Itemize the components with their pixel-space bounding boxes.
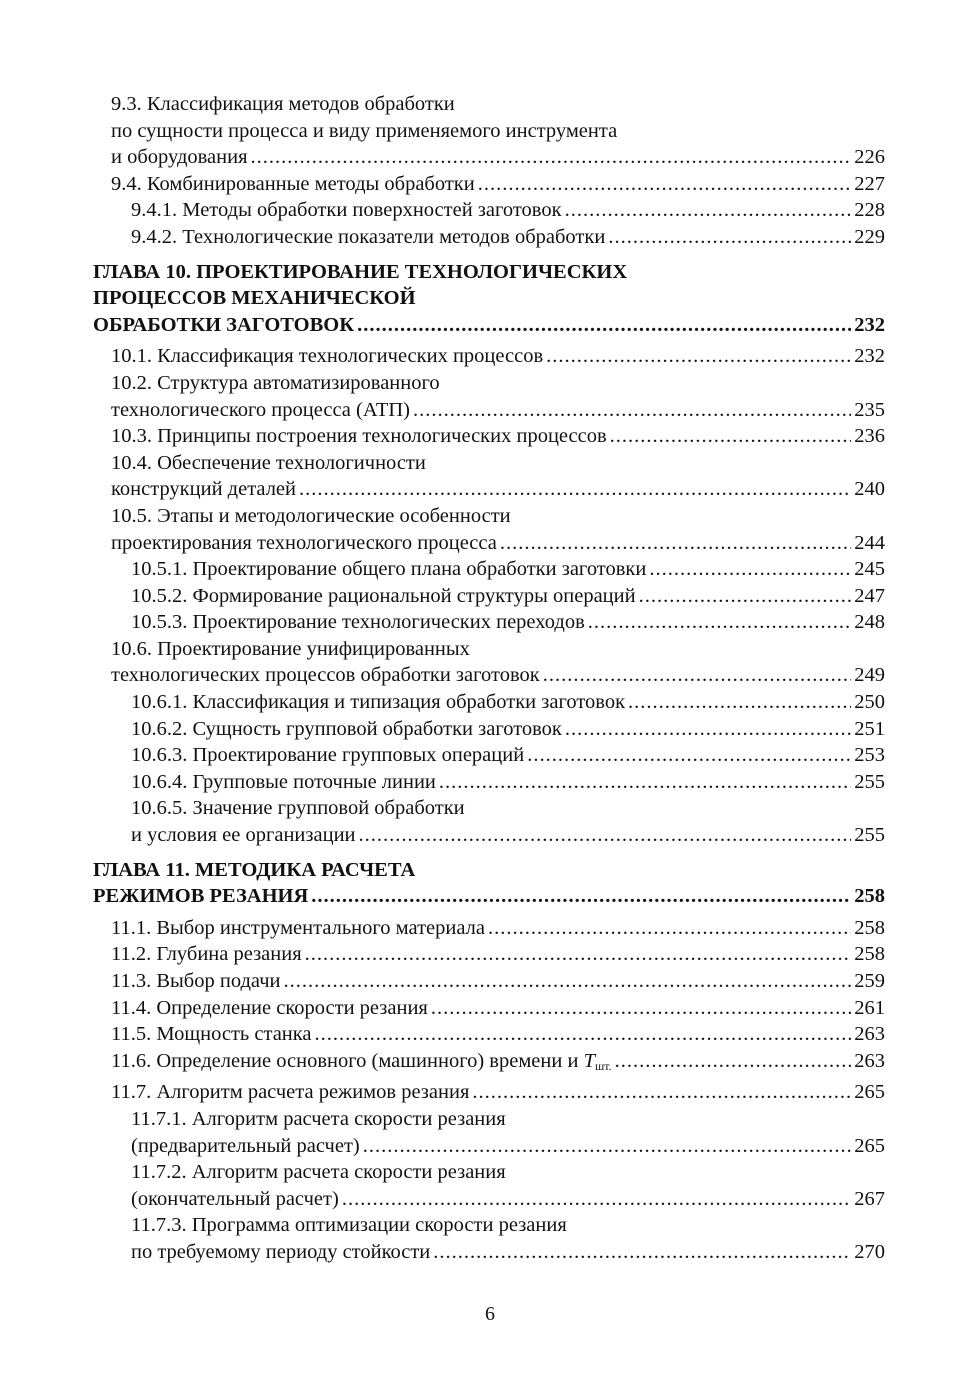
toc-entry-text: технологического процесса (АТП)	[111, 398, 411, 421]
dot-leader	[413, 397, 851, 424]
dot-leader	[357, 312, 851, 339]
page-ref: 263	[854, 1049, 885, 1072]
toc-entry-11-7-3	[93, 1212, 885, 1265]
page-ref: 267	[854, 1187, 885, 1210]
toc-entry-10-1	[93, 343, 885, 370]
toc-entry-10-6-2	[93, 716, 885, 743]
page-ref: 227	[854, 172, 885, 195]
dot-leader	[315, 1021, 852, 1048]
toc-entry-text: 10.6.4. Групповые поточные линии	[131, 770, 436, 793]
page-ref: 265	[854, 1134, 885, 1157]
page-ref: 236	[854, 425, 885, 448]
page-ref: 232	[854, 313, 885, 336]
toc-entry-11-5	[93, 1021, 885, 1048]
toc-entry-text: 9.4.2. Технологические показатели методов обработки	[131, 225, 606, 248]
page-ref: 250	[854, 691, 885, 714]
dot-leader	[433, 1239, 851, 1266]
page-ref: 232	[854, 345, 885, 368]
toc-entry-text: 10.5.2. Формирование рациональной структуры операций	[131, 584, 636, 607]
toc-entry-10-5-1	[93, 556, 885, 583]
toc-entry-11-3	[93, 968, 885, 995]
dot-leader	[251, 144, 852, 171]
toc-entry-text: по сущности процесса и виду применяемого инструмента	[111, 119, 618, 142]
toc-entry-10-6-5	[93, 795, 885, 848]
toc-entry-9-4	[93, 171, 885, 198]
page-ref: 248	[854, 611, 885, 634]
toc-entry-text: (предварительный расчет)	[131, 1134, 360, 1157]
chapter-title: ГЛАВА 10. ПРОЕКТИРОВАНИЕ ТЕХНОЛОГИЧЕСКИХ	[93, 260, 628, 283]
toc-entry-text: 10.5. Этапы и методологические особенности	[111, 504, 511, 527]
dot-leader	[305, 941, 852, 968]
toc-entry-10-5-3	[93, 609, 885, 636]
toc-entry-text: 11.2. Глубина резания	[111, 943, 302, 966]
toc-entry-11-2	[93, 941, 885, 968]
toc-entry-text: по требуемому периоду стойкости	[131, 1240, 431, 1263]
toc-entry-text: технологических процессов обработки заготовок	[111, 664, 540, 687]
dot-leader	[565, 716, 851, 743]
dot-leader	[610, 423, 852, 450]
dot-leader	[649, 556, 851, 583]
page-ref: 235	[854, 398, 885, 421]
page-ref: 251	[854, 717, 885, 740]
toc-chapter-10	[93, 259, 885, 339]
toc-entry-10-6-4	[93, 769, 885, 796]
toc-entry-9-4-2	[93, 224, 885, 251]
chapter-title: ГЛАВА 11. МЕТОДИКА РАСЧЕТА	[93, 858, 416, 881]
toc-entry-text: 10.4. Обеспечение технологичности	[111, 451, 426, 474]
dot-leader	[565, 197, 852, 224]
toc-entry-text: 11.7. Алгоритм расчета режимов резания	[111, 1081, 470, 1104]
page-ref: 258	[854, 943, 885, 966]
page-ref: 270	[854, 1240, 885, 1263]
toc-entry-11-7-2	[93, 1159, 885, 1212]
page-ref: 253	[854, 744, 885, 767]
page-ref: 228	[854, 199, 885, 222]
dot-leader	[488, 915, 851, 942]
toc-entry-text: конструкций деталей	[111, 478, 296, 501]
page-ref: 247	[854, 584, 885, 607]
page-ref: 244	[854, 531, 885, 554]
dot-leader	[439, 769, 851, 796]
chapter-title: РЕЖИМОВ РЕЗАНИЯ	[93, 885, 309, 908]
dot-leader	[546, 343, 851, 370]
page-ref: 255	[854, 824, 885, 847]
toc-entry-text: 11.7.2. Алгоритм расчета скорости резания	[131, 1161, 506, 1184]
toc-entry-text: 10.5.1. Проектирование общего плана обработки заготовки	[131, 558, 647, 581]
time-symbol: T	[583, 1049, 595, 1072]
toc-entry-text: 10.3. Принципы построения технологических процессов	[111, 425, 607, 448]
dot-leader	[527, 742, 851, 769]
toc-entry-text: и оборудования	[111, 146, 248, 169]
toc-entry-10-5	[93, 503, 885, 556]
dot-leader	[342, 1186, 851, 1213]
dot-leader	[588, 609, 851, 636]
toc-entry-text: 10.5.3. Проектирование технологических переходов	[131, 611, 585, 634]
toc-entry-text: 9.4.1. Методы обработки поверхностей заготовок	[131, 199, 562, 222]
toc-entry-text: 11.3. Выбор подачи	[111, 970, 281, 992]
toc-entry-10-2	[93, 370, 885, 423]
dot-leader	[363, 1133, 852, 1160]
toc-entry-text: 10.6.1. Классификация и типизация обработки заготовок	[131, 691, 626, 714]
toc-entry-text: проектирования технологического процесса	[111, 531, 497, 554]
page-ref: 261	[854, 996, 885, 1019]
toc-entry-text: 10.1. Классификация технологических процессов	[111, 345, 544, 368]
dot-leader	[639, 583, 852, 610]
toc-entry-11-6	[93, 1048, 885, 1080]
toc-entry-text	[111, 1048, 612, 1080]
toc-entry-11-1	[93, 915, 885, 942]
dot-leader	[615, 1048, 852, 1075]
toc-entry-text: 10.6. Проектирование унифицированных	[111, 637, 470, 660]
toc-entry-11-7-1	[93, 1106, 885, 1159]
page-ref: 226	[854, 146, 885, 169]
page-ref: 265	[854, 1081, 885, 1104]
toc-entry-11-7	[93, 1079, 885, 1106]
dot-leader	[500, 530, 851, 557]
dot-leader	[608, 224, 851, 251]
toc-entry-10-3	[93, 423, 885, 450]
dot-leader	[359, 822, 852, 849]
toc-entry-10-6-1	[93, 689, 885, 716]
dot-leader	[311, 883, 851, 910]
page-number: 6	[485, 1303, 495, 1325]
dot-leader	[284, 968, 852, 995]
toc-entry-text: 11.1. Выбор инструментального материала	[111, 916, 485, 939]
time-subscript: шт.	[594, 1058, 612, 1073]
dot-leader	[628, 689, 851, 716]
chapter-title: ПРОЦЕССОВ МЕХАНИЧЕСКОЙ	[93, 287, 416, 310]
toc-entry-text: и условия ее организации	[131, 824, 356, 847]
toc-entry-text: 10.6.2. Сущность групповой обработки заготовок	[131, 717, 562, 740]
page-ref: 259	[854, 970, 885, 992]
toc-entry-text: 11.4. Определение скорости резания	[111, 996, 428, 1019]
toc-entry-text: 9.3. Классификация методов обработки	[111, 93, 455, 115]
toc-entry-10-6	[93, 636, 885, 689]
chapter-title: ОБРАБОТКИ ЗАГОТОВОК	[93, 313, 355, 336]
dot-leader	[299, 476, 851, 503]
page-ref: 258	[854, 885, 885, 908]
page-ref: 258	[854, 916, 885, 939]
page-ref: 245	[854, 558, 885, 581]
page-ref: 229	[854, 225, 885, 248]
toc-entry-label: 11.6. Определение основного (машинного) времени и	[111, 1049, 584, 1072]
toc-entry-text: 10.6.3. Проектирование групповых операций	[131, 744, 525, 767]
toc-entry-11-4	[93, 995, 885, 1022]
toc-entry-10-4	[93, 450, 885, 503]
toc-entry-9-4-1	[93, 197, 885, 224]
toc-entry-text: 9.4. Комбинированные методы обработки	[111, 172, 475, 195]
toc-entry-text: 10.6.5. Значение групповой обработки	[131, 797, 465, 820]
toc-entry-text: 11.7.3. Программа оптимизации скорости резания	[131, 1214, 567, 1237]
page-ref: 255	[854, 770, 885, 793]
dot-leader	[472, 1079, 851, 1106]
toc-entry-text: 11.5. Мощность станка	[111, 1023, 312, 1046]
toc-entry-text: (окончательный расчет)	[131, 1187, 339, 1210]
dot-leader	[543, 662, 852, 689]
toc-entry-9-3	[93, 91, 885, 171]
page-ref: 263	[854, 1023, 885, 1046]
table-of-contents	[93, 91, 885, 1266]
toc-entry-10-6-3	[93, 742, 885, 769]
toc-entry-10-5-2	[93, 583, 885, 610]
page-ref: 249	[854, 664, 885, 687]
toc-entry-text: 11.7.1. Алгоритм расчета скорости резания	[131, 1107, 506, 1130]
page-ref: 240	[854, 478, 885, 501]
toc-chapter-11	[93, 857, 885, 910]
dot-leader	[478, 171, 852, 198]
dot-leader	[431, 995, 851, 1022]
toc-entry-text: 10.2. Структура автоматизированного	[111, 371, 440, 394]
